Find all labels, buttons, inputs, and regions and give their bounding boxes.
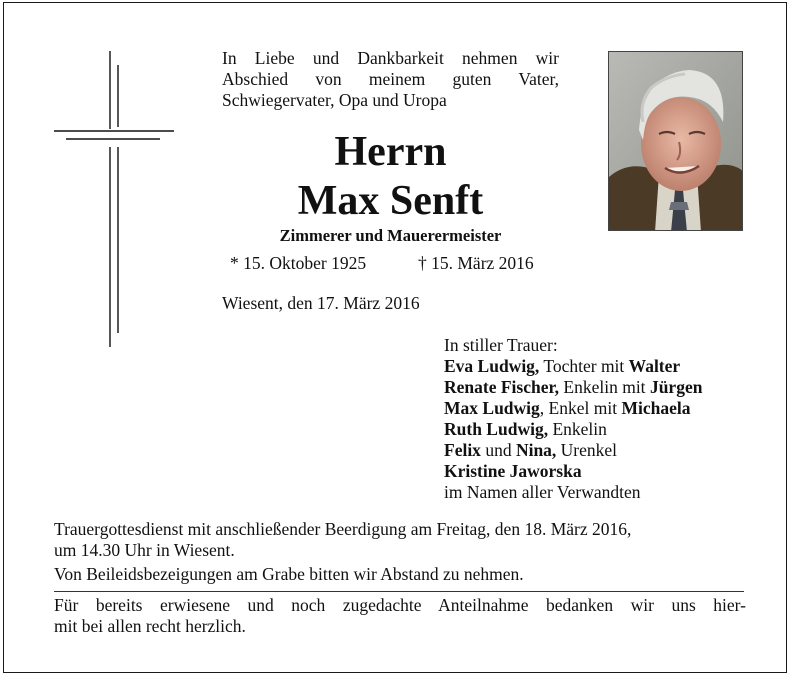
mourner-relation: Enkelin [548,419,607,439]
mourners-list [444,335,774,503]
mourner-partner: Jürgen [649,377,703,397]
salutation: Herrn [334,129,447,175]
intro-text [222,48,559,111]
mourner-partner: Walter [628,356,681,376]
intro-line: Abschied von meinem guten Vater, [222,69,559,89]
intro-line: Schwiegervater, Opa und Uropa [222,90,447,110]
divider [54,591,744,592]
mourner-name: Max Ludwig [444,398,540,418]
thanks-text [54,595,746,637]
list-item [444,356,774,377]
service-line: um 14.30 Uhr in Wiesent. [54,540,235,560]
mourner-partner: Michaela [621,398,691,418]
obituary-notice [3,2,787,673]
profession: Zimmerer und Mauerermeister [279,226,502,245]
place-date: Wiesent, den 17. März 2016 [222,293,420,313]
mourner-relation: und [480,440,516,460]
list-item [444,419,774,440]
mourner-relation-suffix: Urenkel [556,440,618,460]
condolence-note: Von Beileidsbezeigungen am Grabe bitten wir Abstand zu nehmen. [54,564,524,584]
service-info [54,519,746,585]
mourner-relation: , Enkel mit [539,398,622,418]
mourners-closing: im Namen aller Verwandten [444,482,641,502]
mourner-name: Renate Fischer, [444,377,560,397]
list-item [444,461,774,482]
list-item [444,377,774,398]
service-line: Trauergottesdienst mit anschließender Beerdigung am Freitag, den 18. März 2016, [54,519,632,539]
mourner-name: Felix [444,440,481,460]
list-item [444,398,774,419]
cross-icon [52,51,177,351]
mourners-heading: In stiller Trauer: [444,335,558,355]
intro-line: In Liebe und Dankbarkeit nehmen wir [222,48,559,68]
portrait-photo [608,51,743,231]
thanks-line: mit bei allen recht herzlich. [54,616,246,636]
mourner-partner: Nina, [515,440,557,460]
mourner-name: Ruth Ludwig, [444,419,549,439]
thanks-line: Für bereits erwiesene und noch zugedachte Anteilnahme bedanken wir uns hier- [54,595,746,615]
mourner-name: Eva Ludwig, [444,356,540,376]
deceased-name: Max Senft [297,178,484,224]
mourner-name: Kristine Jaworska [444,461,582,481]
death-date: † 15. März 2016 [418,253,534,273]
birth-date: * 15. Oktober 1925 [230,253,367,273]
mourner-relation: Enkelin mit [559,377,650,397]
list-item [444,440,774,461]
mourner-relation: Tochter mit [539,356,629,376]
portrait-photo-icon [609,52,743,231]
